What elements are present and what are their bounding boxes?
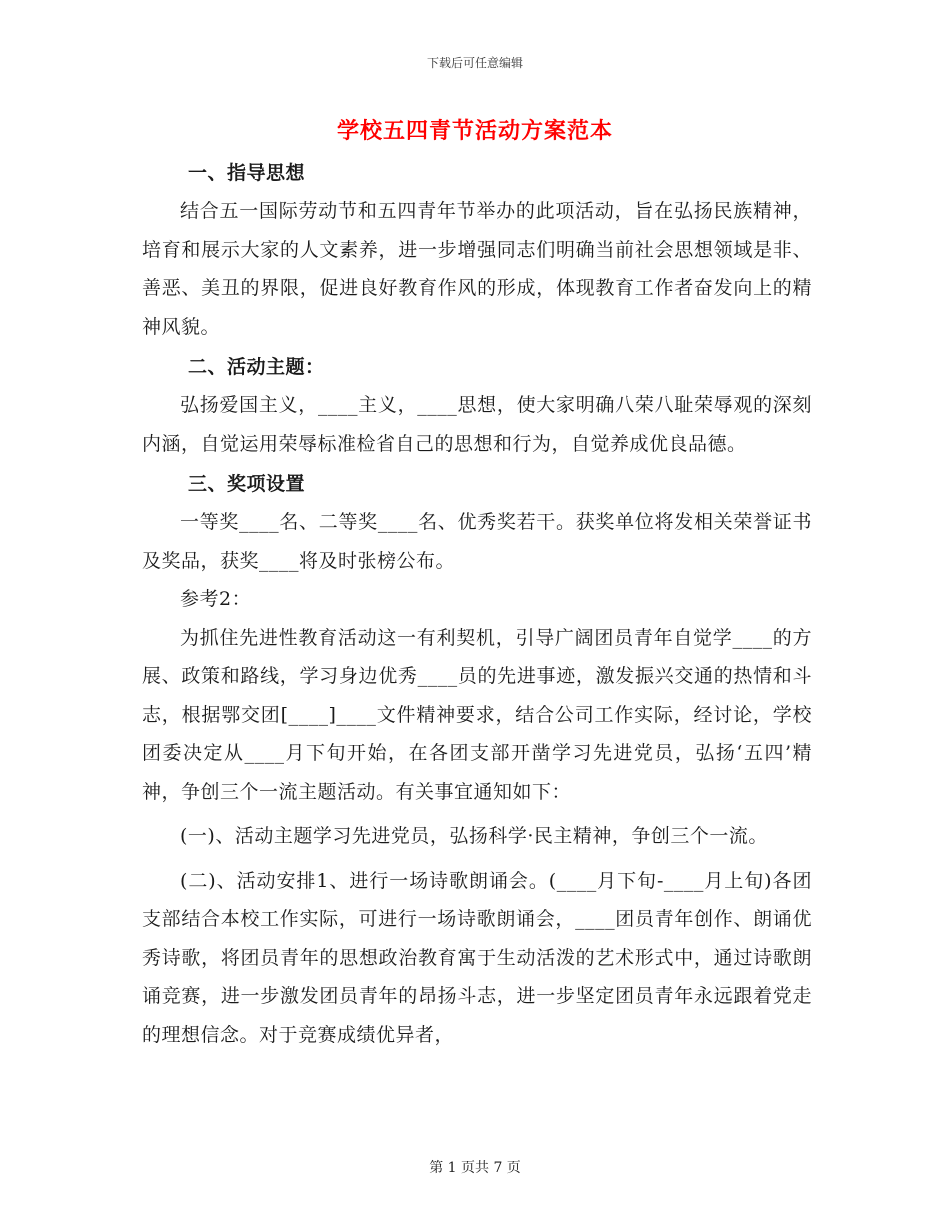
page-header-note: 下载后可任意编辑 [426, 56, 523, 70]
paragraph-arrangement-item: (二)、活动安排1、进行一场诗歌朗诵会。(____月下旬-____月上旬)各团支部结合本校工作实际，可进行一场诗歌朗诵会，____团员青年创作、朗诵优秀诗歌，将团员青年的思想政治教育寓于生动活泼的艺术形式中，通过诗歌朗诵竞赛，进一步激发团员青年的昂扬斗志，进一步坚定团员青年永远跟着党走的理想信念。对于竞赛成绩优异者， [142, 869, 812, 1046]
paragraph-theme-item: (一)、活动主题学习先进党员，弘扬科学·民主精神，争创三个一流。 [180, 825, 768, 847]
paragraph-intro: 为抓住先进性教育活动这一有利契机，引导广阔团员青年自觉学____的方展、政策和路线，学习身边优秀____员的先进事迹，激发振兴交通的热情和斗志，根据鄂交团[____]____文件精神要求，结合公司工作实际，经讨论，学校团委决定从____月下旬开始，在各团支部开凿学习先进党员，弘扬‘五四’精神，争创三个一流主题活动。有关事宜通知如下： [142, 626, 812, 803]
document-title: 学校五四青节活动方案范本 [336, 118, 613, 144]
section-heading-guiding-ideology: 一、指导思想 [188, 162, 306, 184]
paragraph-reference-2: 参考2： [180, 588, 252, 610]
paragraph-awards: 一等奖____名、二等奖____名、优秀奖若干。获奖单位将发相关荣誉证书及奖品，获奖____将及时张榜公布。 [142, 511, 812, 572]
paragraph-activity-theme: 弘扬爱国主义，____主义，____思想，使大家明确八荣八耻荣辱观的深刻内涵，自觉运用荣辱标准检省自己的思想和行为，自觉养成优良品德。 [142, 394, 812, 455]
section-heading-activity-theme: 二、活动主题： [188, 356, 325, 378]
page-number-footer: 第 1 页共 7 页 [429, 1160, 521, 1176]
document-body [142, 152, 812, 1054]
section-heading-awards: 三、奖项设置 [188, 473, 306, 495]
paragraph-guiding-ideology: 结合五一国际劳动节和五四青年节举办的此项活动，旨在弘扬民族精神，培育和展示大家的人文素养，进一步增强同志们明确当前社会思想领域是非、善恶、美丑的界限，促进良好教育作风的形成，体现教育工作者奋发向上的精神风貌。 [142, 200, 812, 338]
